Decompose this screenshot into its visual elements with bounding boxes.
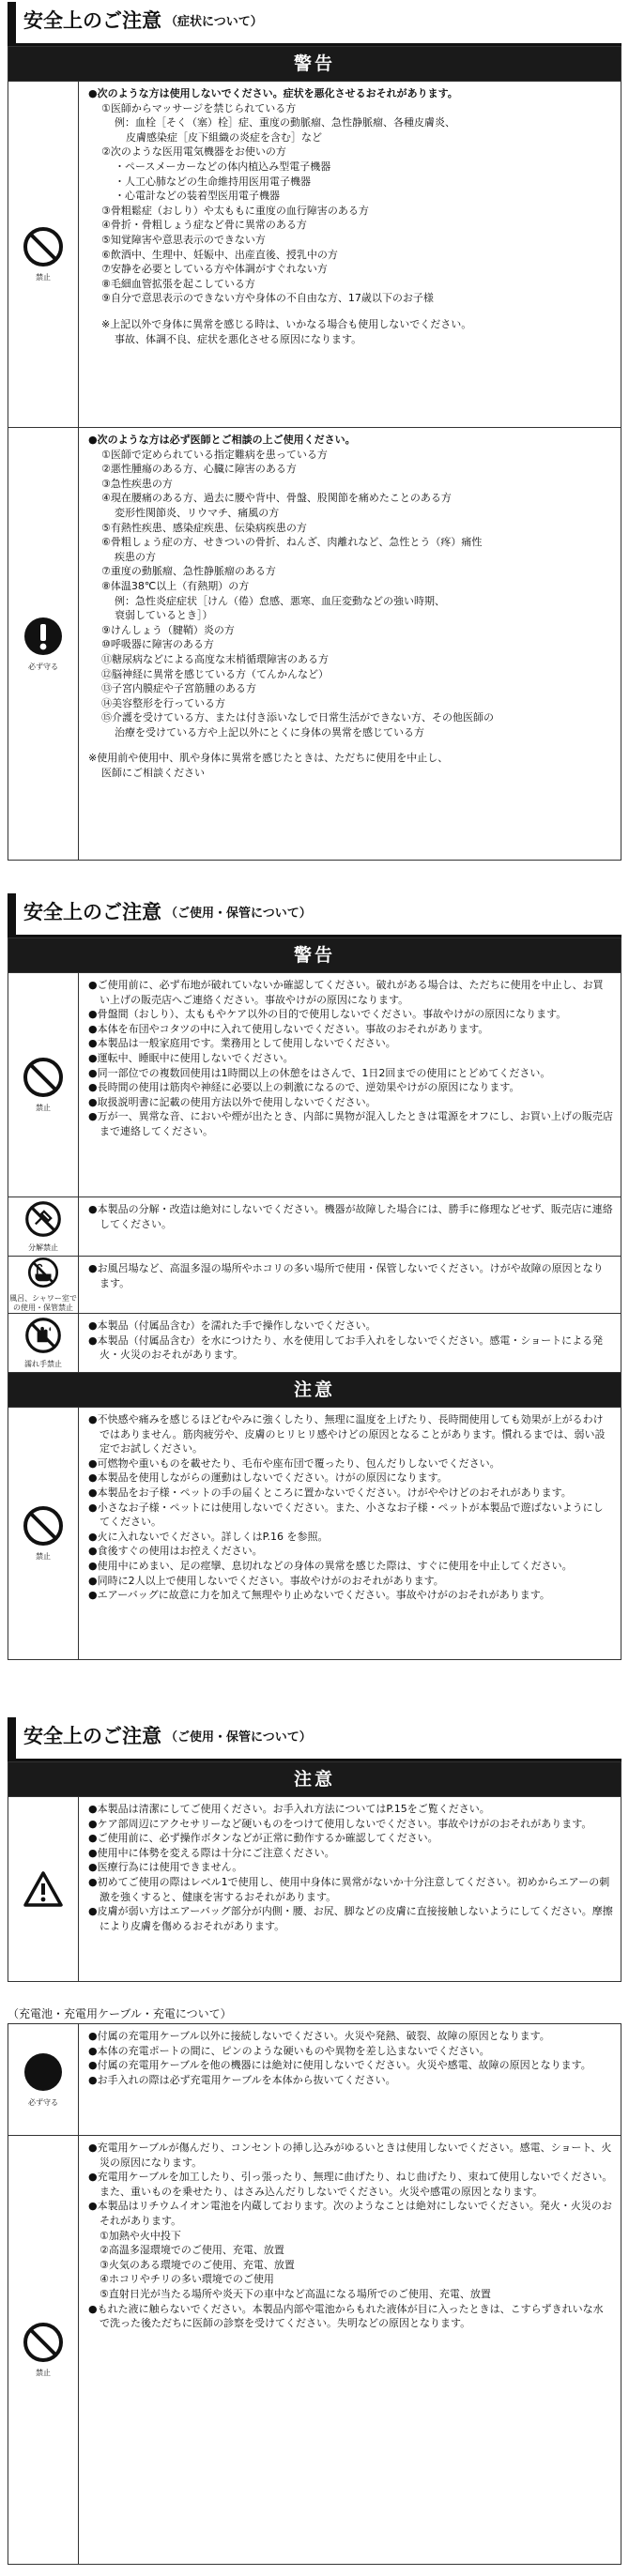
no-bathroom-icon bbox=[24, 1257, 62, 1288]
warning-box bbox=[8, 46, 621, 861]
list-item: ④ホコリやチリの多い環境でのご使用 bbox=[100, 2273, 274, 2286]
list-item: ●運転中、睡眠中に使用しないでください。 bbox=[88, 1051, 294, 1064]
list-item: ●本製品はリチウムイオン電池を内蔵しております。次のようなことは絶対にしないでください。発火・火災のおそれがあります。 bbox=[88, 2200, 612, 2227]
list-line: ※上記以外で身体に異常を感じる時は、いかなる場合も使用しないでください。 bbox=[101, 317, 472, 330]
section-title: 安全上のご注意 bbox=[23, 9, 161, 32]
prohibition-icon bbox=[23, 2322, 64, 2363]
list-item: ●お手入れの際は必ず充電用ケーブルを本体から抜いてください。 bbox=[88, 2073, 396, 2086]
list-line: ⑮介護を受けている方、または付き添いなしで日常生活ができない方、その他医師の bbox=[101, 711, 494, 724]
list-item: ●ご使用前に、必ず布地が破れていないか確認してください。破れがある場合は、ただちに使用を中止し、お買い上げの販売店へご連絡ください。事故やけがの原因になります。 bbox=[88, 979, 604, 1006]
section-subtitle: （ご使用・保管について） bbox=[165, 1730, 312, 1745]
list-line: ②悪性腫瘍のある方、心臓に障害のある方 bbox=[101, 463, 297, 476]
list-line: ④現在腰痛のある方、過去に腰や背中、骨盤、股関節を痛めたことのある方 bbox=[101, 492, 452, 505]
prohibition-list bbox=[79, 2136, 621, 2564]
lead-text: ●次のような方は使用しないでください。症状を悪化させるおそれがあります。 bbox=[88, 87, 458, 99]
section-usage-storage bbox=[0, 893, 629, 1660]
list-item: ●ケア部周辺にアクセサリーなど硬いものをつけて使用しないでください。事故やけがのおそれがあります。 bbox=[88, 1817, 592, 1830]
list-line: ③急性疾患の方 bbox=[101, 477, 173, 490]
list-line: ①医師からマッサージを禁じられている方 bbox=[101, 101, 297, 114]
list-item: ●充電用ケーブルを加工したり、引っ張ったり、無理に曲げたり、ねじ曲げたり、束ねて使用しないでください。また、重いものを乗せたり、はさみ込んだりしないでください。火災や感電の原因となります。 bbox=[88, 2171, 613, 2198]
list-line: 治療を受けている方や上記以外にとくに身体の異常を感じている方 bbox=[115, 725, 424, 739]
list-line: 例：急性炎症症状［けん（倦）怠感、悪寒、血圧変動などの強い時期、 bbox=[115, 594, 445, 607]
list-line: ※使用前や使用中、肌や身体に異常を感じたときは、ただちに使用を中止し、 bbox=[88, 752, 449, 765]
list-line: ⑭美容整形を行っている方 bbox=[101, 696, 225, 709]
caution-banner: 注意 bbox=[8, 1372, 621, 1407]
prohibit-caption: 禁止 bbox=[36, 1104, 51, 1112]
caution-list bbox=[79, 1797, 621, 1981]
prohibition-list bbox=[79, 82, 621, 427]
disassembly-list bbox=[79, 1197, 621, 1256]
list-line: ⑤有熱性疾患、感染症疾患、伝染病疾患の方 bbox=[101, 521, 307, 534]
section-subtitle: （ご使用・保管について） bbox=[165, 907, 312, 921]
list-item: ●小さなお子様・ペットには使用しないでください。また、小さなお子様・ペットが本製品で遊ばないようにしてください。 bbox=[88, 1501, 604, 1529]
list-item: ①加熱や火中投下 bbox=[100, 2229, 181, 2242]
list-item: ●火に入れないでください。詳しくはP.16 を参照。 bbox=[88, 1530, 329, 1543]
list-item: ●本製品の分解・改造は絶対にしないでください。機器が故障した場合には、勝手に修理などせず、販売店に連絡してください。 bbox=[88, 1203, 613, 1230]
section-battery-charging bbox=[0, 2004, 629, 2565]
prohibition-icon bbox=[23, 1505, 64, 1547]
list-item: ●本製品は一般家庭用です。業務用として使用しないでください。 bbox=[88, 1037, 396, 1050]
list-item: ●本製品は清潔にしてご使用ください。お手入れ方法についてはP.15をご覧ください。 bbox=[88, 1803, 490, 1815]
list-item: ②高温多湿環境でのご使用、充電、放置 bbox=[100, 2244, 284, 2257]
list-item: ●本製品を使用しながらの運動はしないでください。けがの原因になります。 bbox=[88, 1471, 448, 1485]
list-item: ●皮膚が弱い方はエアーバッグ部分が内側・腰、お尻、脚などの皮膚に直接接触しないようにしてください。摩擦により皮膚を傷めるおそれがあります。 bbox=[88, 1905, 613, 1932]
list-item: ●万が一、異常な音、においや煙が出たとき、内部に異物が混入したときは電源をオフにし、お買い上げの販売店まで連絡してください。 bbox=[88, 1110, 613, 1137]
mandatory-icon bbox=[23, 2051, 64, 2093]
spacer bbox=[88, 306, 613, 317]
lead-text: ●次のような方は必ず医師とご相談の上ご使用ください。 bbox=[88, 434, 356, 446]
section-subtitle: （症状について） bbox=[165, 15, 263, 29]
list-line: ⑦安静を必要としている方や体調がすぐれない方 bbox=[101, 263, 328, 276]
list-line: ⑧体温38℃以上（有熱期）の方 bbox=[101, 579, 250, 592]
list-item: ●付属の充電用ケーブルを他の機器には絶対に使用しないでください。火災や感電、故障の原因となります。 bbox=[88, 2059, 591, 2072]
list-item: ●初めてご使用の際はレベル1で使用し、使用中身体に異常がないか十分注意してください。初めからエアーの刺激を強くすると、健康を害するおそれがあります。 bbox=[88, 1875, 610, 1903]
prohibition-icon bbox=[23, 226, 64, 267]
list-item: ●本製品をお子様・ペットの手の届くところに置かないでください。けがややけどのおそれがあります。 bbox=[88, 1486, 572, 1499]
list-line: 皮膚感染症［皮下組織の炎症を含む］など bbox=[126, 130, 322, 144]
list-line: 医師にご相談ください bbox=[101, 767, 205, 780]
list-line: 事故、体調不良、症状を悪化させる原因になります。 bbox=[115, 332, 362, 345]
caution-box bbox=[8, 1761, 621, 1982]
list-line: ④骨折・骨粗しょう症など骨に異常のある方 bbox=[101, 219, 307, 232]
list-line: 例：血栓［そく（塞）栓］症、重度の動脈瘤、急性静脈瘤、各種皮膚炎、 bbox=[115, 116, 455, 130]
list-line: ・人工心肺などの生命維持用医用電子機器 bbox=[115, 175, 311, 188]
list-item: ●医療行為には使用できません。 bbox=[88, 1861, 243, 1874]
list-line: ⑧毛細血管拡張を起こしている方 bbox=[101, 277, 255, 290]
prohibition-icon bbox=[23, 1057, 64, 1098]
list-item: ●骨盤間（おしり）、太ももやケア以外の目的で使用しないでください。事故やけがの原因になります。 bbox=[88, 1008, 567, 1021]
heading-bar bbox=[8, 893, 16, 935]
section-title: 安全上のご注意 bbox=[23, 901, 161, 923]
list-line: ⑪糖尿病などによる高度な末梢循環障害のある方 bbox=[101, 652, 329, 665]
water-list bbox=[79, 1257, 621, 1313]
section-subtitle: （充電池・充電用ケーブル・充電について） bbox=[8, 2007, 232, 2020]
list-item: ●充電用ケーブルが傷んだり、コンセントの挿し込みがゆるいときは使用しないでください。感電、ショート、火災の原因になります。 bbox=[88, 2142, 612, 2169]
list-line: ⑤知覚障害や意思表示のできない方 bbox=[101, 233, 266, 246]
section-title: 安全上のご注意 bbox=[23, 1725, 161, 1747]
no-wet-hands-icon bbox=[24, 1317, 62, 1354]
warning-banner: 警告 bbox=[8, 937, 621, 972]
must-caption: 必ず守る bbox=[28, 2098, 58, 2107]
list-line: 変形性関節炎、リウマチ、痛風の方 bbox=[115, 506, 280, 519]
list-item: ●もれた液に触らないでください。本製品内部や電池からもれた液体が目に入ったときは、こすらずきれいな水で洗った後ただちに医師の診察を受けてください。失明などの原因となります。 bbox=[88, 2302, 604, 2330]
list-line: ・ペースメーカーなどの体内植込み型電子機器 bbox=[115, 160, 331, 173]
list-item: ●取扱説明書に記載の使用方法以外で使用しないでください。 bbox=[88, 1095, 376, 1108]
water-caption: 風呂、シャワー室で の使用・保管禁止 bbox=[9, 1294, 77, 1312]
list-item: ●使用中に体勢を変える際は十分にご注意ください。 bbox=[88, 1846, 335, 1859]
caution-triangle-icon bbox=[23, 1870, 64, 1908]
list-item: ●長時間の使用は筋肉や神経に必要以上の刺激になるので、逆効果やけがの原因になります。 bbox=[88, 1081, 520, 1094]
list-line: 衰弱しているとき］） bbox=[115, 609, 213, 622]
warning-box bbox=[8, 937, 621, 1660]
list-line: 疾患の方 bbox=[115, 550, 156, 563]
prohibit-caption: 禁止 bbox=[36, 2369, 51, 2377]
list-line: ⑬子宮内膜症や子宮筋腫のある方 bbox=[101, 682, 256, 695]
list-item: ●ご使用前に、必ず操作ボタンなどが正常に動作するか確認してください。 bbox=[88, 1832, 438, 1845]
list-item: ⑤直射日光が当たる場所や炎天下の車中など高温になる場所でのご使用、充電、放置 bbox=[100, 2287, 491, 2300]
warning-list bbox=[79, 973, 621, 1197]
prohibit-caption: 禁止 bbox=[36, 273, 51, 282]
mandatory-icon bbox=[23, 616, 64, 657]
wet-caption: 濡れ手禁止 bbox=[24, 1360, 62, 1368]
disassemble-caption: 分解禁止 bbox=[28, 1243, 58, 1252]
list-line: ③骨粗鬆症（おしり）や太ももに重度の血行障害のある方 bbox=[101, 204, 369, 217]
list-line: ⑫脳神経に異常を感じている方（てんかんなど） bbox=[101, 667, 329, 680]
list-line: ⑥骨粗しょう症の方、せきついの骨折、ねんざ、肉離れなど、急性とう（疼）痛性 bbox=[101, 536, 483, 549]
section-usage-storage-2 bbox=[0, 1717, 629, 1982]
section-symptoms bbox=[0, 2, 629, 861]
warning-banner: 警告 bbox=[8, 46, 621, 81]
list-item: ●エアーバッグに故意に力を加えて無理やり止めないでください。事故やけがのおそれがあります。 bbox=[88, 1589, 550, 1602]
list-item: ●本製品（付属品含む）を水につけたり、水を使用してお手入れをしないでください。感電・ショートによる発火・火災のおそれがあります。 bbox=[88, 1334, 604, 1362]
list-line: ⑨自分で意思表示のできない方や身体の不自由な方、17歳以下のお子様 bbox=[101, 292, 434, 305]
list-item: ③火気のある環境でのご使用、充電、放置 bbox=[100, 2258, 295, 2271]
consult-list bbox=[79, 428, 621, 860]
list-line: ⑥飲酒中、生理中、妊娠中、出産直後、授乳中の方 bbox=[101, 248, 338, 261]
list-item: ●不快感や痛みを感じるほどむやみに強くしたり、無理に温度を上げたり、長時間使用しても効果が上がるわけではありません。筋肉疲労や、皮膚のヒリヒリ感やけどの原因となることがあります。慣れるまでは、弱い設定でお試しください。 bbox=[88, 1413, 606, 1456]
wet-hands-list bbox=[79, 1314, 621, 1372]
caution-banner: 注意 bbox=[8, 1761, 621, 1796]
prohibit-caption: 禁止 bbox=[36, 1552, 51, 1561]
mandatory-list bbox=[79, 2024, 621, 2135]
list-item: ●本製品（付属品含む）を濡れた手で操作しないでください。 bbox=[88, 1319, 376, 1332]
list-line: ⑨けんしょう（腱鞘）炎の方 bbox=[101, 623, 235, 636]
battery-box bbox=[8, 2023, 621, 2565]
list-item: ●本体を布団やコタツの中に入れて使用しないでください。事故のおそれがあります。 bbox=[88, 1022, 489, 1035]
list-item: ●可燃物や重いものを載せたり、毛布や座布団で覆ったり、包んだりしないでください。 bbox=[88, 1456, 500, 1470]
list-line: ⑩呼吸器に障害のある方 bbox=[101, 638, 214, 651]
heading-bar bbox=[8, 1717, 16, 1759]
spacer bbox=[88, 739, 613, 751]
caution-list bbox=[79, 1408, 621, 1659]
list-item: ●付属の充電用ケーブル以外に接続しないでください。火災や発熱、破裂、故障の原因となります。 bbox=[88, 2030, 550, 2042]
heading-bar bbox=[8, 2, 16, 43]
list-line: ②次のような医用電気機器をお使いの方 bbox=[101, 145, 286, 159]
no-disassembly-icon bbox=[24, 1200, 62, 1238]
must-caption: 必ず守る bbox=[28, 663, 58, 671]
list-item: ●使用中にめまい、足の痙攣、息切れなどの身体の異常を感じた際は、すぐに使用を中止してください。 bbox=[88, 1559, 573, 1572]
list-line: ・心電計などの装着型医用電子機器 bbox=[115, 190, 280, 203]
list-line: ①医師で定められている指定難病を患っている方 bbox=[101, 448, 328, 461]
list-item: ●同一部位での複数回使用は1時間以上の休憩をはさんで、1日2回までの使用にとどめてください。 bbox=[88, 1066, 551, 1079]
list-item: ●お風呂場など、高温多湿の場所やホコリの多い場所で使用・保管しないでください。けがや故障の原因となります。 bbox=[88, 1262, 604, 1289]
list-item: ●食後すぐの使用はお控えください。 bbox=[88, 1545, 263, 1558]
list-item: ●同時に2人以上で使用しないでください。事故やけがのおそれがあります。 bbox=[88, 1574, 444, 1587]
list-line: ⑦重度の動脈瘤、急性静脈瘤のある方 bbox=[101, 565, 276, 578]
list-item: ●本体の充電ポートの間に、ピンのような硬いものや異物を差し込まないでください。 bbox=[88, 2044, 490, 2057]
